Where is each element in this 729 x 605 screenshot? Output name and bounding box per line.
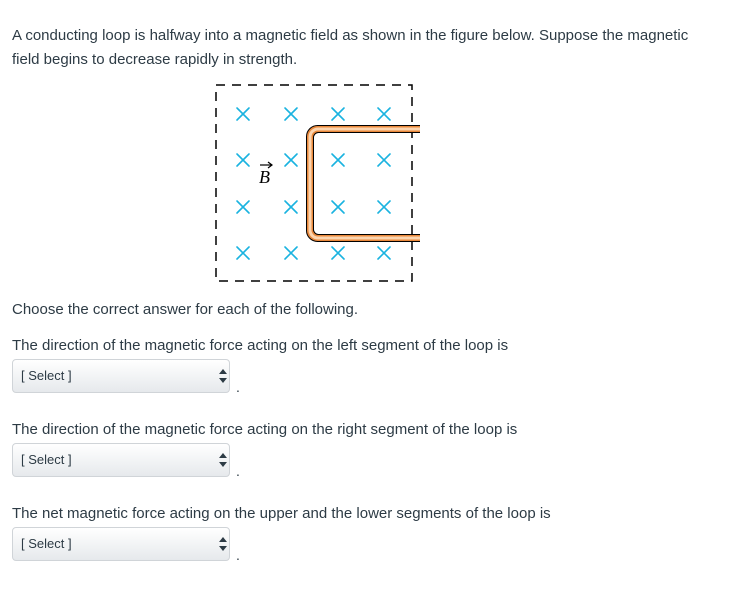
x-cross-icon	[237, 247, 249, 259]
part-2-select[interactable]	[12, 443, 240, 479]
x-cross-icon	[237, 108, 249, 120]
up-down-arrows-icon	[219, 453, 227, 467]
part-1-punctuation: .	[236, 379, 240, 395]
part-3-prompt: The net magnetic force acting on the upper and the lower segments of the loop is	[12, 505, 551, 522]
part-2-prompt: The direction of the magnetic force acting on the right segment of the loop is	[12, 421, 518, 438]
question-intro: A conducting loop is halfway into a magnetic field as shown in the figure below. Suppose the magnetic field begins to decrease rapidly in strength.	[12, 27, 689, 68]
x-cross-icon	[332, 201, 344, 213]
conducting-loop-edge-inner	[314, 133, 421, 235]
field-label: B	[259, 167, 270, 187]
part-1-select-value: [ Select ]	[21, 368, 72, 383]
up-down-arrows-icon	[219, 369, 227, 383]
part-3-punctuation: .	[236, 547, 240, 563]
x-cross-icon	[378, 201, 390, 213]
x-cross-icon	[378, 154, 390, 166]
part-2-select-box[interactable]	[12, 443, 230, 477]
x-cross-icon	[285, 247, 297, 259]
part-1-select[interactable]	[12, 359, 240, 395]
part-3-select-box[interactable]	[12, 527, 230, 561]
x-cross-icon	[332, 154, 344, 166]
conducting-loop-edge-outer	[307, 126, 421, 242]
x-cross-icon	[285, 108, 297, 120]
x-cross-icon	[332, 108, 344, 120]
part-2-punctuation: .	[236, 463, 240, 479]
part-3-select-value: [ Select ]	[21, 536, 72, 551]
part-1-prompt: The direction of the magnetic force acting on the left segment of the loop is	[12, 337, 509, 354]
conducting-loop-outer	[310, 129, 420, 238]
x-cross-icon	[237, 154, 249, 166]
instructions: Choose the correct answer for each of the following.	[12, 301, 359, 318]
x-cross-icon	[285, 154, 297, 166]
part-3-select[interactable]	[12, 527, 240, 563]
part-1-select-box[interactable]	[12, 359, 230, 393]
x-cross-icon	[237, 201, 249, 213]
part-2-select-value: [ Select ]	[21, 452, 72, 467]
x-cross-icon	[285, 201, 297, 213]
field-diagram	[208, 80, 420, 286]
magnetic-field-figure	[208, 80, 420, 286]
conducting-loop-inner	[310, 129, 420, 238]
up-down-arrows-icon	[219, 537, 227, 551]
x-cross-icon	[378, 108, 390, 120]
x-cross-icon	[332, 247, 344, 259]
x-cross-icon	[378, 247, 390, 259]
